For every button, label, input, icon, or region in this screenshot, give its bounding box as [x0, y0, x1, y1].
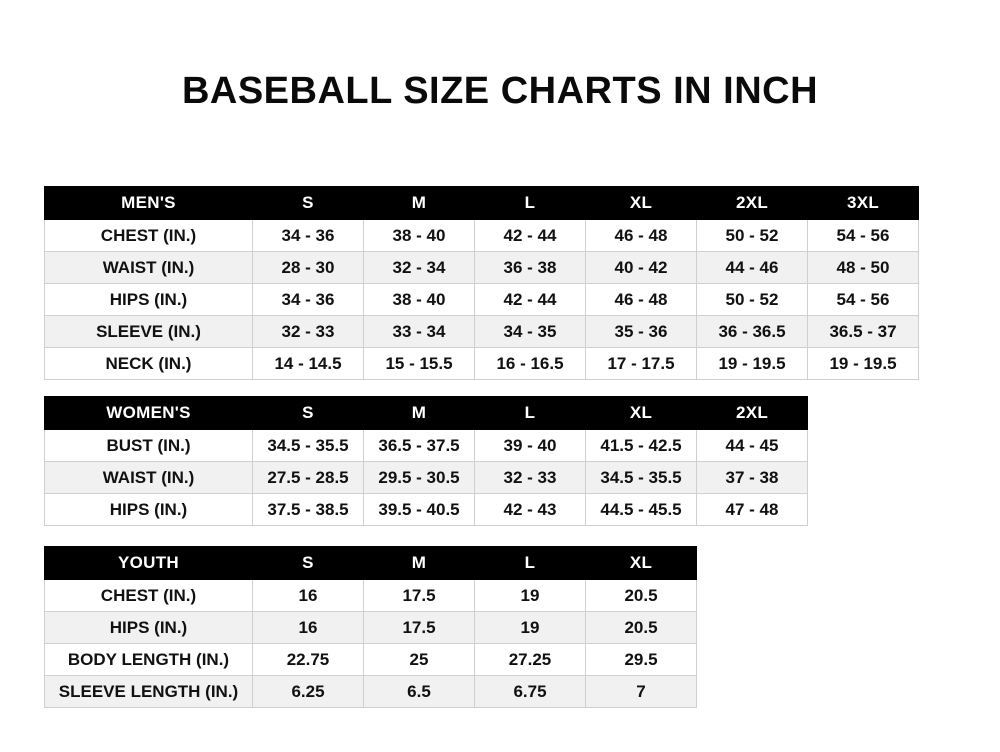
table-cell: 17.5: [364, 580, 475, 612]
column-header: S: [253, 397, 364, 430]
table-cell: 44 - 45: [697, 430, 808, 462]
youth-table-body: [45, 547, 697, 708]
column-header: M: [364, 187, 475, 220]
table-cell: 34.5 - 35.5: [586, 462, 697, 494]
page-title: BASEBALL SIZE CHARTS IN INCH: [181, 70, 819, 112]
mens-size-chart: [44, 186, 919, 380]
column-header: S: [253, 187, 364, 220]
table-cell: 16 - 16.5: [475, 348, 586, 380]
table-cell: 42 - 44: [475, 284, 586, 316]
column-header: M: [364, 547, 475, 580]
row-label: CHEST (IN.): [45, 220, 253, 252]
table-cell: 47 - 48: [697, 494, 808, 526]
table-cell: 27.25: [475, 644, 586, 676]
table-cell: 22.75: [253, 644, 364, 676]
table-row: [45, 252, 919, 284]
table-cell: 6.25: [253, 676, 364, 708]
table-cell: 34.5 - 35.5: [253, 430, 364, 462]
table-cell: 32 - 33: [253, 316, 364, 348]
table-cell: 44.5 - 45.5: [586, 494, 697, 526]
table-cell: 36.5 - 37: [808, 316, 919, 348]
table-cell: 15 - 15.5: [364, 348, 475, 380]
column-header: M: [364, 397, 475, 430]
table-cell: 16: [253, 580, 364, 612]
table-cell: 20.5: [586, 580, 697, 612]
table-cell: 17 - 17.5: [586, 348, 697, 380]
column-header: L: [475, 187, 586, 220]
table-cell: 28 - 30: [253, 252, 364, 284]
table-row: [45, 220, 919, 252]
table-cell: 36 - 36.5: [697, 316, 808, 348]
table-cell: 6.5: [364, 676, 475, 708]
table-cell: 54 - 56: [808, 284, 919, 316]
table-cell: 33 - 34: [364, 316, 475, 348]
table-cell: 50 - 52: [697, 284, 808, 316]
column-header: 2XL: [697, 187, 808, 220]
column-header: 2XL: [697, 397, 808, 430]
row-label: BUST (IN.): [45, 430, 253, 462]
table-row: [45, 430, 808, 462]
table-cell: 36 - 38: [475, 252, 586, 284]
column-header: L: [475, 397, 586, 430]
table-cell: 32 - 34: [364, 252, 475, 284]
table-cell: 48 - 50: [808, 252, 919, 284]
table-cell: 38 - 40: [364, 284, 475, 316]
column-header: WOMEN'S: [45, 397, 253, 430]
table-cell: 36.5 - 37.5: [364, 430, 475, 462]
table-cell: 40 - 42: [586, 252, 697, 284]
table-cell: 29.5 - 30.5: [364, 462, 475, 494]
table-cell: 29.5: [586, 644, 697, 676]
row-label: HIPS (IN.): [45, 494, 253, 526]
column-header: YOUTH: [45, 547, 253, 580]
womens-size-chart: [44, 396, 808, 526]
mens-table-body: [45, 187, 919, 380]
table-row: [45, 580, 697, 612]
column-header: XL: [586, 187, 697, 220]
table-row: [45, 284, 919, 316]
table-cell: 27.5 - 28.5: [253, 462, 364, 494]
table-cell: 34 - 36: [253, 220, 364, 252]
column-header: MEN'S: [45, 187, 253, 220]
table-cell: 25: [364, 644, 475, 676]
table-cell: 20.5: [586, 612, 697, 644]
column-header: S: [253, 547, 364, 580]
column-header: XL: [586, 547, 697, 580]
table-cell: 19: [475, 612, 586, 644]
womens-table-body: [45, 397, 808, 526]
table-row: [45, 462, 808, 494]
table-cell: 32 - 33: [475, 462, 586, 494]
table-cell: 19: [475, 580, 586, 612]
column-header: XL: [586, 397, 697, 430]
table-cell: 50 - 52: [697, 220, 808, 252]
row-label: WAIST (IN.): [45, 462, 253, 494]
table-cell: 39.5 - 40.5: [364, 494, 475, 526]
row-label: SLEEVE (IN.): [45, 316, 253, 348]
table-cell: 16: [253, 612, 364, 644]
table-cell: 54 - 56: [808, 220, 919, 252]
table-cell: 46 - 48: [586, 284, 697, 316]
table-header-row: [45, 547, 697, 580]
table-cell: 37.5 - 38.5: [253, 494, 364, 526]
table-cell: 42 - 43: [475, 494, 586, 526]
table-cell: 41.5 - 42.5: [586, 430, 697, 462]
table-row: [45, 316, 919, 348]
table-header-row: [45, 187, 919, 220]
row-label: HIPS (IN.): [45, 612, 253, 644]
table-cell: 34 - 35: [475, 316, 586, 348]
row-label: NECK (IN.): [45, 348, 253, 380]
womens-size-table: [44, 396, 808, 526]
column-header: L: [475, 547, 586, 580]
column-header: 3XL: [808, 187, 919, 220]
table-cell: 44 - 46: [697, 252, 808, 284]
table-row: [45, 494, 808, 526]
row-label: CHEST (IN.): [45, 580, 253, 612]
table-cell: 42 - 44: [475, 220, 586, 252]
table-cell: 19 - 19.5: [808, 348, 919, 380]
table-cell: 7: [586, 676, 697, 708]
table-cell: 6.75: [475, 676, 586, 708]
table-cell: 14 - 14.5: [253, 348, 364, 380]
table-row: [45, 644, 697, 676]
table-header-row: [45, 397, 808, 430]
row-label: BODY LENGTH (IN.): [45, 644, 253, 676]
table-cell: 39 - 40: [475, 430, 586, 462]
table-cell: 35 - 36: [586, 316, 697, 348]
table-cell: 46 - 48: [586, 220, 697, 252]
table-cell: 19 - 19.5: [697, 348, 808, 380]
youth-size-table: [44, 546, 697, 708]
table-cell: 34 - 36: [253, 284, 364, 316]
youth-size-chart: [44, 546, 697, 708]
row-label: WAIST (IN.): [45, 252, 253, 284]
table-row: [45, 348, 919, 380]
table-row: [45, 676, 697, 708]
table-row: [45, 612, 697, 644]
table-cell: 37 - 38: [697, 462, 808, 494]
table-cell: 38 - 40: [364, 220, 475, 252]
mens-size-table: [44, 186, 919, 380]
row-label: SLEEVE LENGTH (IN.): [45, 676, 253, 708]
table-cell: 17.5: [364, 612, 475, 644]
row-label: HIPS (IN.): [45, 284, 253, 316]
